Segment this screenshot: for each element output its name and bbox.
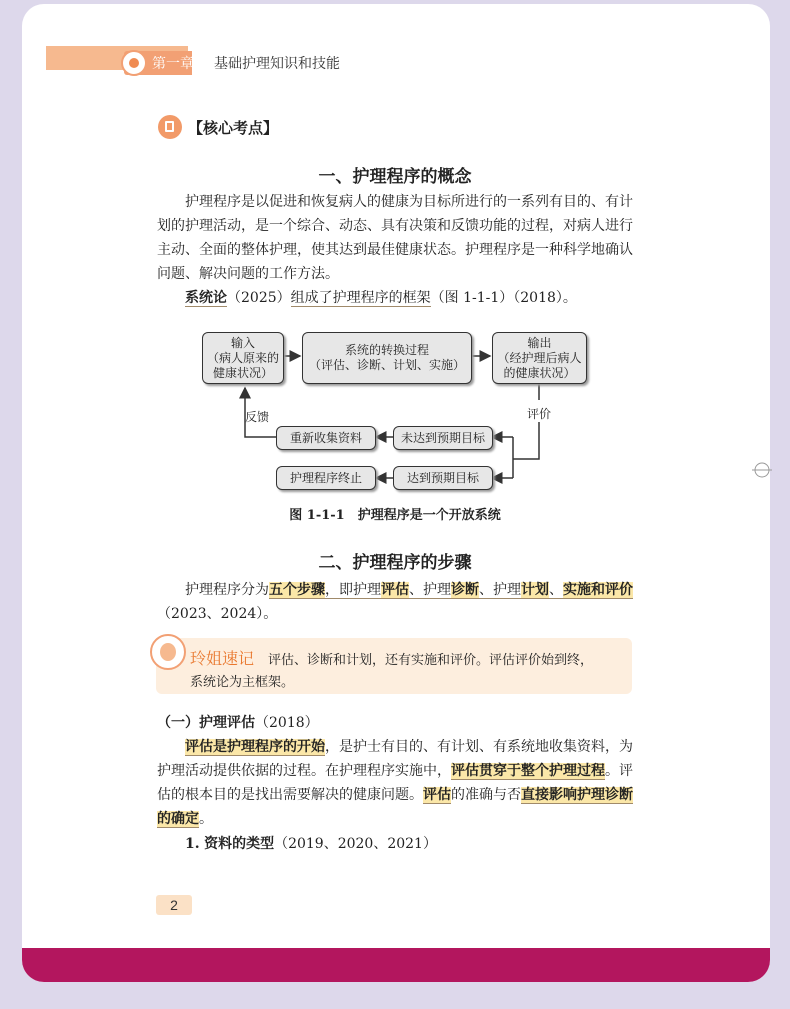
evaluate-label: 评价	[527, 407, 552, 421]
process-box-title: 系统的转换过程	[344, 343, 429, 357]
output-box-title: 输出	[527, 335, 552, 350]
subsection-year: （2018）	[255, 715, 319, 731]
s2-five-steps: 五个步骤	[269, 582, 325, 598]
s2-prefix: 护理程序分为	[185, 582, 269, 598]
item1-num: 1.	[185, 836, 200, 852]
input-box-title: 输入	[230, 335, 255, 350]
s2-sep2: 、护理	[479, 582, 521, 598]
subsection-title: （一）护理评估	[157, 714, 255, 730]
subsection-para	[157, 735, 637, 831]
chapter-title: 基础护理知识和技能	[214, 55, 340, 71]
s2-planning: 计划	[521, 582, 549, 598]
s2-year: （2023、2024）。	[157, 606, 278, 622]
memo-text	[190, 646, 630, 694]
output-box-line2: （经护理后病人	[497, 350, 582, 365]
s2-assessment: 评估	[381, 582, 409, 598]
output-box	[492, 332, 587, 384]
systems-theory-term: 系统论	[185, 290, 227, 306]
sub-s6: 的准确与否	[451, 787, 521, 803]
input-box-line3: 健康状况）	[212, 365, 273, 380]
sub-s8: 。	[199, 811, 213, 827]
crop-mark-icon	[752, 460, 772, 480]
section1-para1: 护理程序是以促进和恢复病人的健康为目标所进行的一系列有目的、有计划的护理活动，是一个综合、动态、具有决策和反馈功能的过程，对病人进行主动、全面的整体护理，使其达到最佳健康状态。护理程序是一种科学地确认问题、解决问题的工作方法。	[157, 194, 633, 282]
section2-body	[157, 578, 637, 626]
process-box-detail: （评估、诊断、计划、实施）	[308, 358, 465, 372]
terminate-box: 护理程序终止	[276, 466, 376, 490]
page-number: 2	[156, 895, 192, 915]
section1-title: 一、护理程序的概念	[318, 167, 472, 186]
not-reached-box: 未达到预期目标	[393, 426, 493, 450]
para2-year: （2025）	[227, 290, 291, 306]
s2-sep1: 、护理	[409, 582, 451, 598]
s2-diagnosis: 诊断	[451, 582, 479, 598]
subsection-heading	[157, 710, 637, 735]
para2-tail: （图 1-1-1）（2018）。	[430, 290, 577, 306]
sub-s4: 。评估的根本目的是找出需要解决的健康问题。	[157, 763, 633, 803]
item1-title: 资料的类型	[204, 835, 275, 851]
memo-line1: 评估、诊断和计划，还有实施和评价。评估评价始到终，	[268, 653, 594, 668]
core-points-label: 【核心考点】	[188, 120, 279, 137]
memo-avatar-icon	[150, 634, 186, 670]
sub-s7: 直接影响护理诊断的确定	[157, 787, 633, 827]
sub-s2: ，是护士有目的、有计划、有系统地收集资料，为护理活动提供依据的过程。在护理程序实施中，	[157, 739, 633, 779]
input-box	[202, 332, 284, 384]
feedback-label: 反馈	[245, 410, 270, 424]
item1	[157, 831, 637, 856]
output-box-line3: 的健康状况）	[503, 365, 576, 380]
subsection-body	[157, 710, 637, 856]
s2-implement-evaluate: 实施和评价	[563, 582, 633, 598]
sub-s1: 评估是护理程序的开始	[185, 739, 325, 755]
figure-caption: 图 1-1-1 护理程序是一个开放系统	[289, 508, 501, 523]
memo-title: 玲姐速记	[190, 651, 255, 668]
para2-text: 组成了护理程序的框架	[290, 290, 431, 306]
item1-year: （2019、2020、2021）	[274, 836, 437, 852]
sub-s3: 评估贯穿于整个护理过程	[451, 763, 605, 779]
section2-title: 二、护理程序的步骤	[318, 553, 472, 572]
reached-box: 达到预期目标	[393, 466, 493, 490]
s2-sep3: 、	[549, 582, 563, 598]
memo-line2: 系统论为主框架。	[190, 675, 295, 690]
sub-s5: 评估	[423, 787, 451, 803]
section2-para	[157, 578, 637, 626]
chapter-label: 第一章	[152, 55, 194, 71]
input-box-line2: （病人原来的	[206, 350, 279, 365]
process-box	[302, 332, 472, 384]
s2-mid: ，即护理	[325, 582, 381, 598]
recollect-box: 重新收集资料	[276, 426, 376, 450]
